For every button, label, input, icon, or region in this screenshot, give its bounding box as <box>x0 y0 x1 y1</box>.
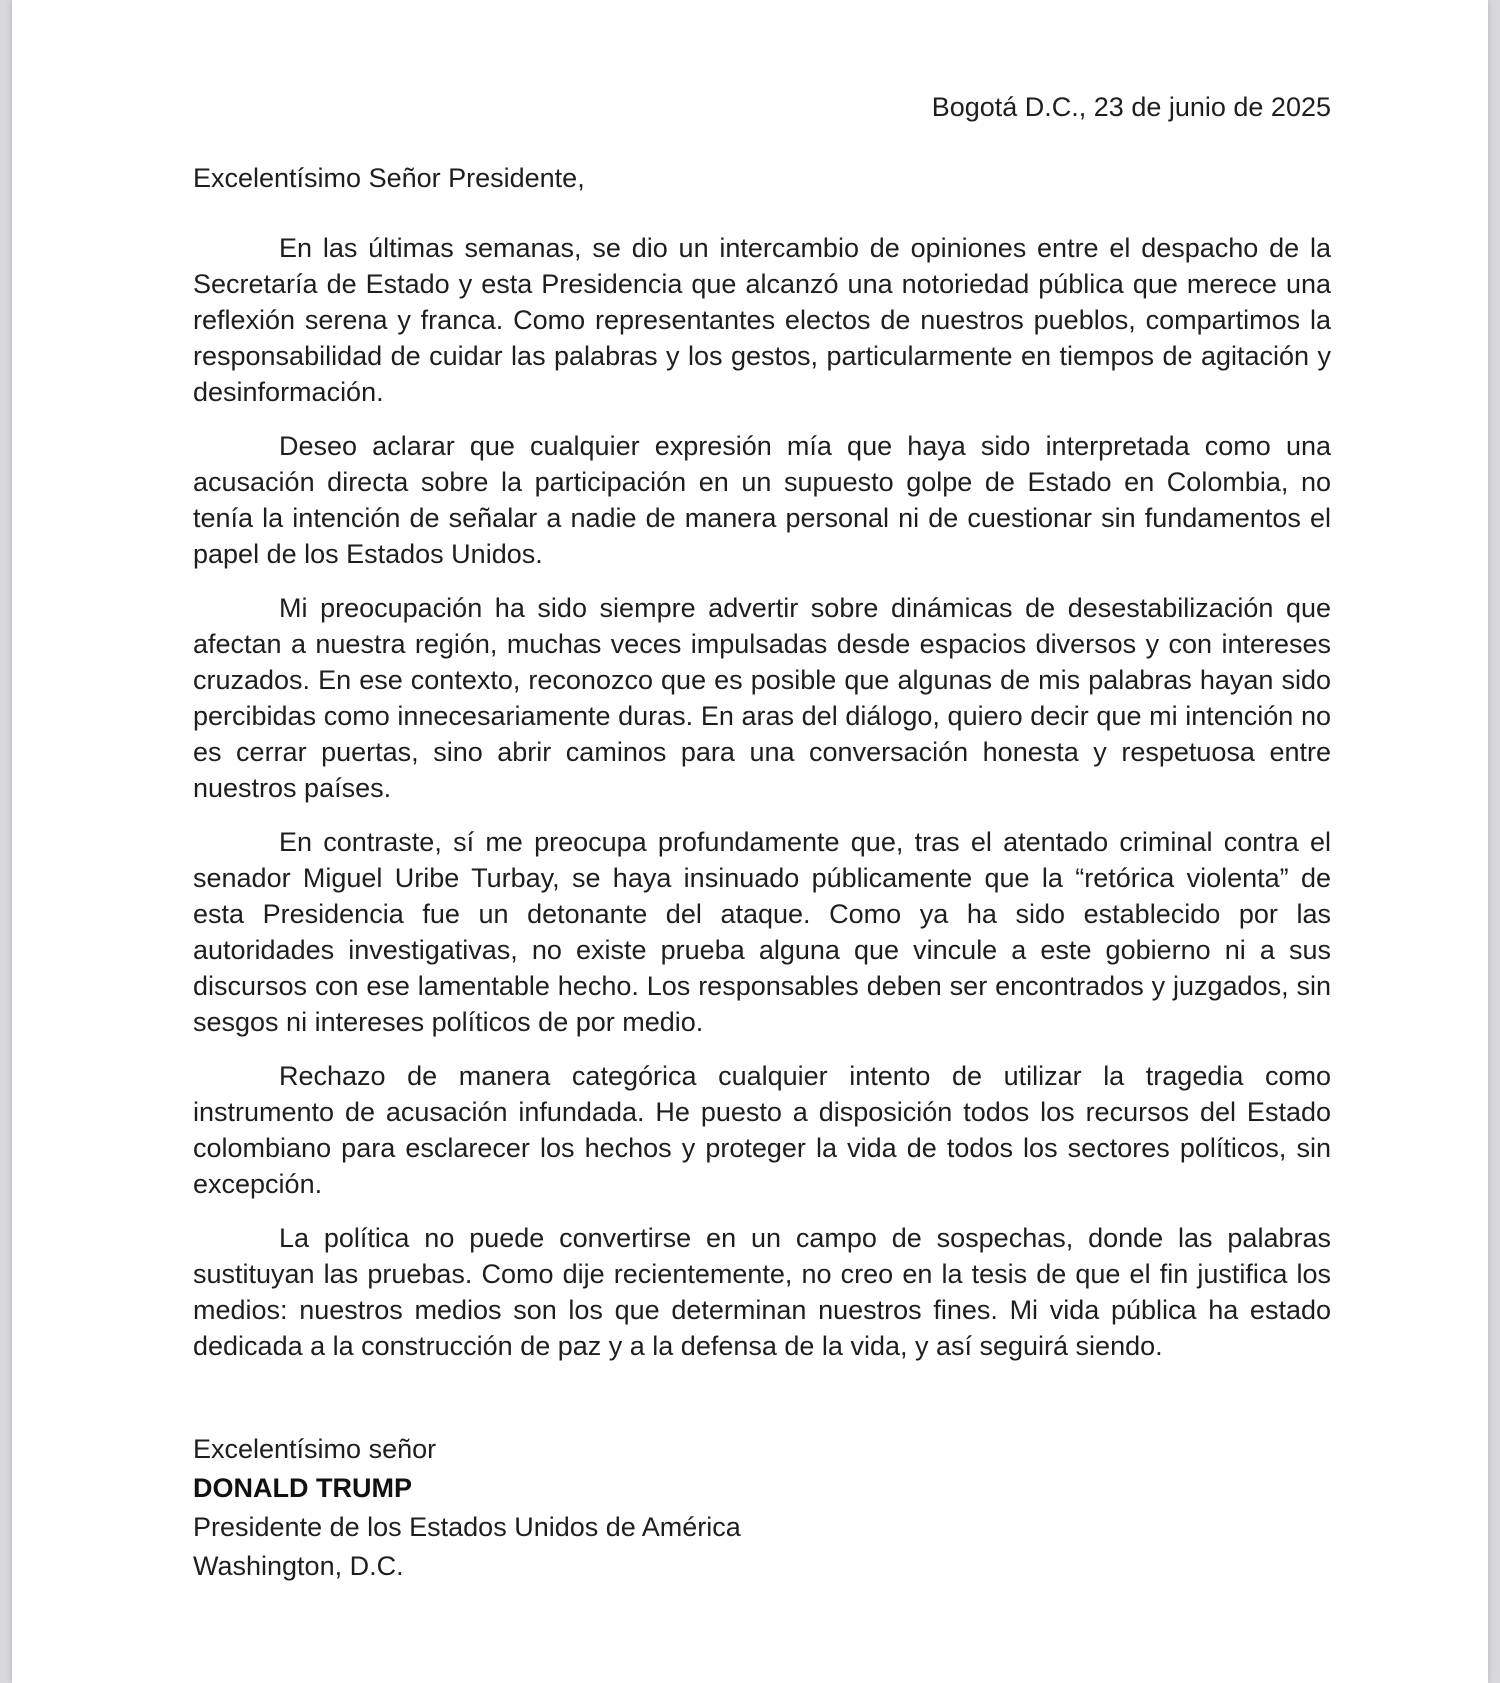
addressee-city: Washington, D.C. <box>193 1551 404 1581</box>
paragraph-1: En las últimas semanas, se dio un intercambio de opiniones entre el despacho de la Secretaría de Estado y esta Presidencia que alcanzó una notoriedad pública que merece una reflexión serena y franca. Como representantes electos de nuestros pueblos, compartimos la responsabilidad de cuidar las palabras y los gestos, particularmente en tiempos de agitación y desinformación. <box>193 233 1331 407</box>
paragraph-6: La política no puede convertirse en un campo de sospechas, donde las palabras sustituyan las pruebas. Como dije recientemente, no creo en la tesis de que el fin justifica los medios: nuestros medios son los que determinan nuestros fines. Mi vida pública ha estado dedicada a la construcción de paz y a la defensa de la vida, y así seguirá siendo. <box>193 1223 1331 1361</box>
addressee-name: DONALD TRUMP <box>193 1473 412 1503</box>
paragraph-3: Mi preocupación ha sido siempre advertir sobre dinámicas de desestabilización que afectan a nuestra región, muchas veces impulsadas desde espacios diversos y con intereses cruzados. En ese contexto, reconozco que es posible que algunas de mis palabras hayan sido percibidas como innecesariamente duras. En aras del diálogo, quiero decir que mi intención no es cerrar puertas, sino abrir caminos para una conversación honesta y respetuosa entre nuestros países. <box>193 593 1331 803</box>
addressee-title: Presidente de los Estados Unidos de América <box>193 1512 741 1542</box>
addressee-honorific: Excelentísimo señor <box>193 1434 437 1464</box>
letter-body <box>193 230 1331 1382</box>
letter-page <box>12 0 1488 1683</box>
letter-date: Bogotá D.C., 23 de junio de 2025 <box>931 92 1331 122</box>
letter-salutation: Excelentísimo Señor Presidente, <box>193 163 585 193</box>
paragraph-4: En contraste, sí me preocupa profundamente que, tras el atentado criminal contra el senador Miguel Uribe Turbay, se haya insinuado públicamente que la “retórica violenta” de esta Presidencia fue un detonante del ataque. Como ya ha sido establecido por las autoridades investigativas, no existe prueba alguna que vincule a este gobierno ni a sus discursos con ese lamentable hecho. Los responsables deben ser encontrados y juzgados, sin sesgos ni intereses políticos de por medio. <box>193 827 1331 1037</box>
addressee-block <box>193 1430 741 1586</box>
paragraph-5: Rechazo de manera categórica cualquier intento de utilizar la tragedia como instrumento de acusación infundada. He puesto a disposición todos los recursos del Estado colombiano para esclarecer los hechos y proteger la vida de todos los sectores políticos, sin excepción. <box>193 1061 1331 1199</box>
paragraph-2: Deseo aclarar que cualquier expresión mía que haya sido interpretada como una acusación directa sobre la participación en un supuesto golpe de Estado en Colombia, no tenía la intención de señalar a nadie de manera personal ni de cuestionar sin fundamentos el papel de los Estados Unidos. <box>193 431 1331 569</box>
